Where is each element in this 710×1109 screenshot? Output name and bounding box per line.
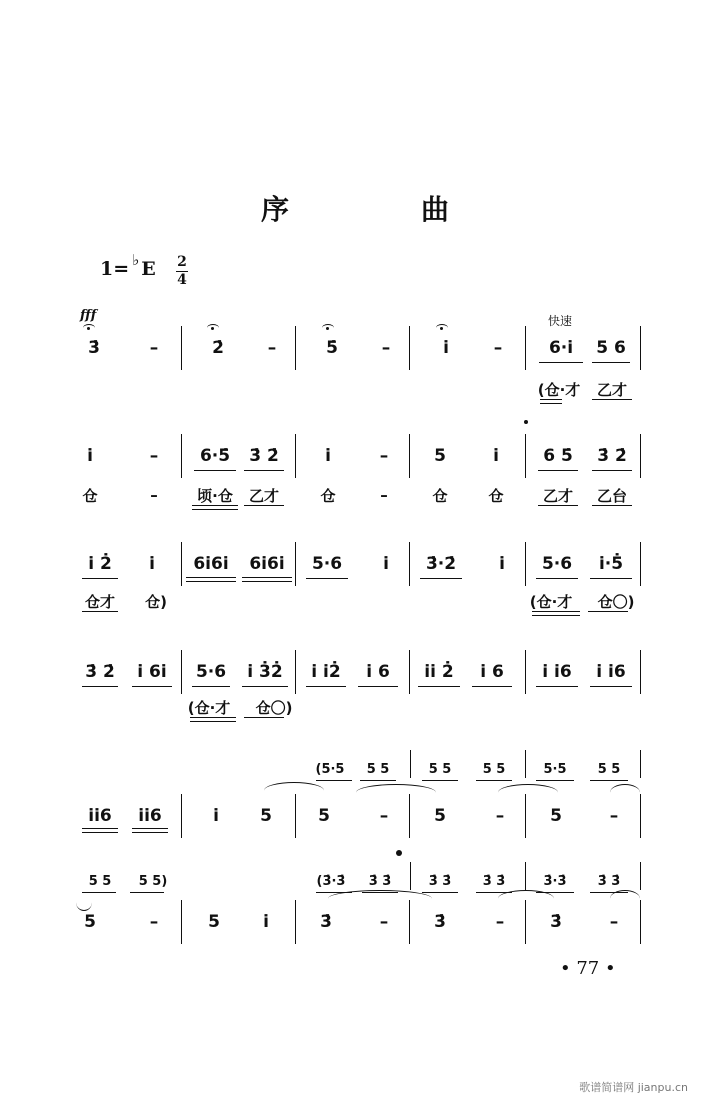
- beam: [242, 686, 288, 687]
- note: 5: [434, 446, 446, 466]
- system-3-percussion: [80, 584, 640, 618]
- rhythm-group: 5 5: [482, 761, 506, 777]
- note: 5: [550, 806, 562, 826]
- percussion-syllable: (仓·才: [529, 592, 573, 611]
- barline: [181, 650, 182, 694]
- key-note: E: [141, 258, 156, 280]
- barline: [181, 326, 182, 370]
- system-6-music: [80, 904, 640, 940]
- note: 5: [208, 912, 220, 932]
- note: 3̇: [88, 338, 100, 358]
- flat-sign: ♭: [132, 251, 140, 269]
- beam: [532, 611, 580, 616]
- beam: [316, 780, 352, 781]
- note: 5: [260, 806, 272, 826]
- beam: [418, 686, 460, 687]
- percussion-syllable: (仓·才: [187, 698, 231, 717]
- barline: [181, 434, 182, 478]
- barline: [409, 542, 410, 586]
- beam: [192, 505, 238, 510]
- system-5-rhythm: [80, 752, 640, 786]
- beam: [588, 611, 628, 612]
- slur: [356, 784, 436, 801]
- beam: [422, 892, 458, 893]
- dash: –: [381, 338, 391, 358]
- percussion-syllable: 仓〇): [255, 698, 293, 717]
- barline: [410, 750, 411, 778]
- rhythm-group: 5 5): [138, 873, 168, 889]
- rhythm-group: 3̇ 3̇: [597, 873, 621, 889]
- rhythm-group: 3̇ 3̇: [428, 873, 452, 889]
- barline: [525, 434, 526, 478]
- beam: [358, 686, 398, 687]
- barline: [525, 542, 526, 586]
- percussion-syllable: 仓才: [84, 592, 115, 611]
- note-group: 6·5̇: [199, 446, 231, 466]
- percussion-syllable: 乙才: [542, 486, 573, 505]
- percussion-syllable: 乙台: [596, 486, 627, 505]
- key-prefix: 1=: [100, 258, 130, 280]
- note-group: 3̇ 2̇: [249, 446, 279, 466]
- dynamic-marking: fff: [80, 308, 97, 323]
- note-group: i̇ i̇2̇: [311, 662, 341, 682]
- beam: [190, 717, 236, 722]
- beam: [360, 780, 396, 781]
- note-group: 5·6: [311, 554, 343, 574]
- barline: [295, 794, 296, 838]
- note-group: 3̇·2̇: [425, 554, 457, 574]
- note-group: i̇i̇6: [88, 806, 112, 826]
- page-number: • 77 •: [560, 958, 616, 979]
- beam: [590, 686, 632, 687]
- note-group: 6i̇6i̇: [193, 554, 229, 574]
- rhythm-group: 5 5: [366, 761, 390, 777]
- beam: [536, 578, 578, 579]
- beam: [132, 686, 172, 687]
- beam: [192, 686, 230, 687]
- rhythm-group: (5·5: [315, 761, 345, 777]
- beam: [592, 505, 632, 506]
- rhythm-group: 5 5: [88, 873, 112, 889]
- rhythm-group: 3̇ 3̇: [482, 873, 506, 889]
- barline: [409, 650, 410, 694]
- note: 5: [84, 912, 96, 932]
- note: 3̇: [434, 912, 446, 932]
- beam: [82, 611, 118, 612]
- percussion-syllable: 顷·仓: [197, 486, 233, 505]
- rhythm-group: (3̇·3̇: [316, 873, 346, 889]
- note: 5: [434, 806, 446, 826]
- dash: –: [379, 912, 389, 932]
- beam: [592, 470, 632, 471]
- dash: –: [379, 446, 389, 466]
- note: 5: [318, 806, 330, 826]
- note-group: 6·i̇: [548, 338, 574, 358]
- system-1-music: [80, 330, 640, 366]
- system-2-percussion: [80, 478, 640, 512]
- barline: [181, 900, 182, 944]
- note: i̇: [213, 806, 219, 826]
- beam: [420, 578, 462, 579]
- beam: [130, 892, 164, 893]
- note-group: 3̇ 2̇: [85, 662, 115, 682]
- note: i̇: [493, 446, 499, 466]
- beam: [244, 717, 284, 718]
- beam: [538, 470, 578, 471]
- slur: [610, 784, 640, 801]
- rhythm-group: 5 5: [597, 761, 621, 777]
- note: i̇: [499, 554, 505, 574]
- barline: [640, 326, 641, 370]
- barline: [409, 794, 410, 838]
- time-signature: [176, 255, 188, 288]
- beam: [422, 780, 458, 781]
- dot-mark: [524, 420, 528, 424]
- note: i̇: [149, 554, 155, 574]
- rhythm-group: 3̇ 3̇: [368, 873, 392, 889]
- percussion-syllable: 仓: [82, 486, 98, 505]
- note-group: i̇ 3̇2̇: [247, 662, 283, 682]
- note-group: i̇ i̇6: [542, 662, 572, 682]
- note-group: i̇i̇ 2̇: [424, 662, 454, 682]
- beam: [244, 470, 284, 471]
- percussion-syllable: 仓: [320, 486, 336, 505]
- note: 5̇: [326, 338, 338, 358]
- beam: [244, 505, 284, 506]
- barline: [295, 542, 296, 586]
- tempo-marking: 快速: [548, 314, 573, 328]
- system-3-music: [80, 546, 640, 582]
- dash: –: [493, 338, 503, 358]
- system-5-music: [80, 798, 640, 834]
- time-top: 2: [177, 254, 187, 270]
- barline: [410, 862, 411, 890]
- system-4-music: [80, 654, 640, 690]
- note-group: i̇ 2̇: [88, 554, 112, 574]
- dash: –: [149, 338, 159, 358]
- beam: [82, 578, 118, 579]
- beam: [186, 577, 236, 582]
- barline: [640, 794, 641, 838]
- beam: [242, 577, 292, 582]
- beam: [194, 470, 236, 471]
- note: 3̇: [320, 912, 332, 932]
- time-bottom: 4: [177, 272, 187, 288]
- barline: [409, 326, 410, 370]
- beam: [592, 399, 632, 400]
- piece-title: 序 曲: [260, 193, 501, 226]
- beam: [132, 828, 168, 833]
- dash: –: [149, 912, 159, 932]
- barline: [640, 900, 641, 944]
- percussion-syllable: 乙才: [596, 380, 627, 399]
- percussion-syllable: (仓·才: [537, 380, 581, 399]
- beam: [306, 686, 346, 687]
- barline: [525, 794, 526, 838]
- barline: [525, 750, 526, 778]
- dot-mark: [396, 850, 402, 856]
- dash: –: [495, 912, 505, 932]
- slur: [264, 782, 324, 799]
- note: i̇: [87, 446, 93, 466]
- system-4-percussion: [80, 690, 640, 724]
- beam: [590, 578, 632, 579]
- note-group: 5·6: [195, 662, 227, 682]
- note-group: 6i̇6i̇: [249, 554, 285, 574]
- note: 2̇: [212, 338, 224, 358]
- beam: [472, 686, 512, 687]
- slur: [328, 890, 432, 907]
- note-group: i̇ 6: [480, 662, 504, 682]
- barline: [295, 326, 296, 370]
- percussion-syllable: 乙才: [248, 486, 279, 505]
- note-group: 5 6: [596, 338, 626, 358]
- percussion-syllable: –: [150, 486, 158, 504]
- note: i̇: [383, 554, 389, 574]
- barline: [640, 862, 641, 890]
- note-group: i̇·5̇: [598, 554, 624, 574]
- percussion-syllable: 仓): [145, 592, 167, 611]
- dash: –: [267, 338, 277, 358]
- percussion-syllable: 仓: [488, 486, 504, 505]
- barline: [525, 326, 526, 370]
- beam: [592, 362, 630, 363]
- note-group: 6 5̇: [543, 446, 573, 466]
- note-group: i̇ 6i̇: [137, 662, 167, 682]
- barline: [525, 900, 526, 944]
- rhythm-group: 5·5: [543, 761, 567, 777]
- dash: –: [149, 446, 159, 466]
- beam: [538, 505, 578, 506]
- beam: [82, 828, 118, 833]
- note: 3̇: [550, 912, 562, 932]
- rhythm-group: 5 5: [428, 761, 452, 777]
- beam: [82, 686, 118, 687]
- percussion-syllable: 仓〇): [597, 592, 635, 611]
- barline: [295, 900, 296, 944]
- beam: [82, 892, 116, 893]
- note: i̇: [325, 446, 331, 466]
- beam: [306, 578, 348, 579]
- barline: [181, 542, 182, 586]
- percussion-syllable: –: [380, 486, 388, 504]
- beam: [476, 780, 512, 781]
- dash: –: [495, 806, 505, 826]
- barline: [181, 794, 182, 838]
- note-group: 5·6: [541, 554, 573, 574]
- barline: [640, 434, 641, 478]
- barline: [409, 434, 410, 478]
- note-group: i̇i̇6: [138, 806, 162, 826]
- watermark: 歌谱简谱网 jianpu.cn: [579, 1081, 688, 1094]
- beam: [590, 780, 628, 781]
- dash: –: [379, 806, 389, 826]
- barline: [409, 900, 410, 944]
- barline: [640, 542, 641, 586]
- system-2-music: [80, 438, 640, 474]
- rhythm-group: 3̇·3̇: [543, 873, 567, 889]
- beam: [536, 780, 574, 781]
- slur: [610, 890, 640, 907]
- note-group: i̇ 6: [366, 662, 390, 682]
- barline: [295, 434, 296, 478]
- barline: [640, 650, 641, 694]
- beam: [540, 399, 562, 404]
- system-1-percussion: [80, 372, 640, 406]
- note: i̇: [443, 338, 449, 358]
- barline: [525, 862, 526, 890]
- barline: [295, 650, 296, 694]
- barline: [525, 650, 526, 694]
- dash: –: [609, 806, 619, 826]
- note: i̇: [263, 912, 269, 932]
- note-group: 3̇ 2̇: [597, 446, 627, 466]
- beam: [536, 686, 578, 687]
- dash: –: [609, 912, 619, 932]
- beam: [539, 362, 583, 363]
- barline: [640, 750, 641, 778]
- percussion-syllable: 仓: [432, 486, 448, 505]
- note-group: i̇ i̇6: [596, 662, 626, 682]
- key-signature: [100, 251, 156, 280]
